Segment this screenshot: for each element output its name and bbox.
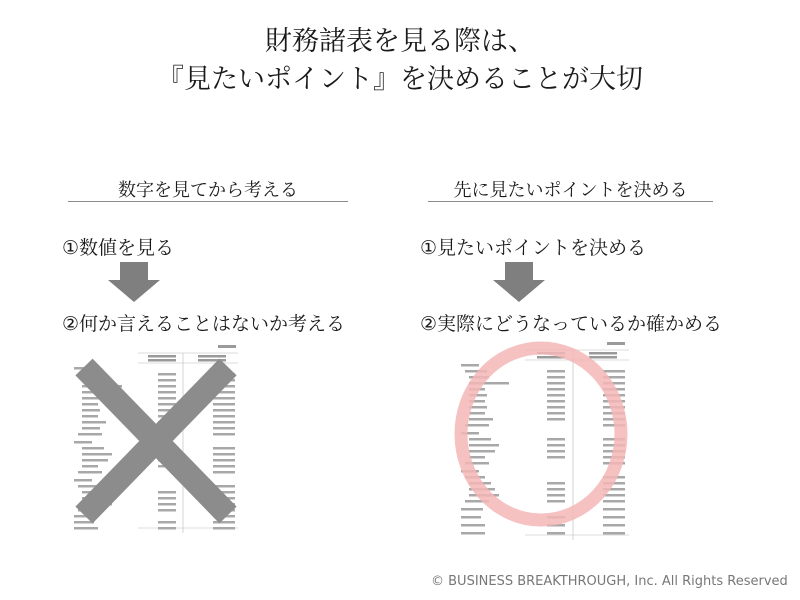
left-column-header: 数字を見てから考える	[118, 180, 298, 201]
left-header-rule	[68, 201, 348, 202]
copyright-footer: © BUSINESS BREAKTHROUGH, Inc. All Rights Reserved	[431, 574, 788, 589]
right-step-1: ①見たいポイントを決める	[420, 237, 647, 259]
left-down-arrow-icon	[108, 262, 160, 302]
right-column-header: 先に見たいポイントを決める	[453, 180, 688, 201]
right-step-2: ②実際にどうなっているか確かめる	[420, 313, 723, 335]
left-step-2: ②何か言えることはないか考える	[62, 313, 346, 335]
slide-title-line2: 『見たいポイント』を決めることが大切	[157, 64, 643, 95]
left-step-1: ①数値を見る	[62, 237, 175, 259]
right-header-rule	[428, 201, 713, 202]
slide-title-line1: 財務諸表を見る際は、	[265, 26, 535, 57]
x-mark-icon	[70, 355, 242, 527]
right-down-arrow-icon	[493, 262, 545, 302]
circle-mark-icon	[450, 338, 632, 530]
